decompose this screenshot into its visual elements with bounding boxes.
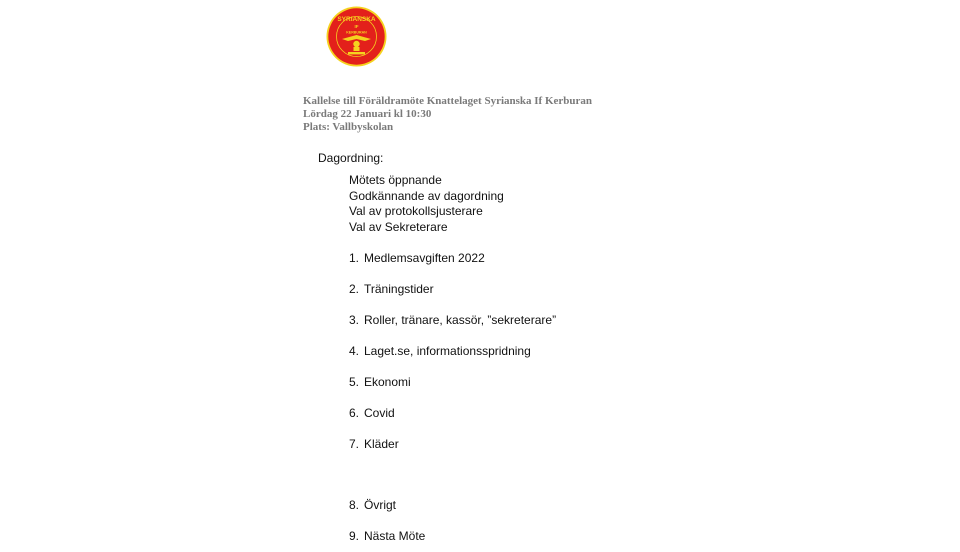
item-number: 6. [349,406,360,420]
svg-text:IF: IF [354,24,359,29]
header-title: Kallelse till Föräldramöte Knattelaget Syrianska If Kerburan [303,95,593,107]
item-text: Nästa Möte [364,529,426,543]
header-date: Lördag 22 Januari kl 10:30 [303,108,432,120]
item-text: Träningstider [364,282,434,296]
agenda-item [349,251,485,265]
list-item: Val av protokollsjusterare [349,204,483,218]
item-number: 2. [349,282,360,296]
item-text: Övrigt [364,498,397,512]
item-text: Covid [364,406,395,420]
agenda-item [349,282,434,296]
header-location: Plats: Vallbyskolan [303,121,394,133]
item-number: 8. [349,498,360,512]
agenda-item [349,406,395,420]
club-logo [326,6,387,67]
item-number: 3. [349,313,360,327]
list-item: Val av Sekreterare [349,219,448,234]
item-text: Roller, tränare, kassör, ”sekreterare” [364,313,557,327]
svg-text:KERBURAN: KERBURAN [346,30,367,35]
agenda-intro-list [349,173,504,235]
item-number: 4. [349,344,360,358]
agenda-item [349,344,531,358]
item-number: 7. [349,437,360,451]
agenda-title: Dagordning: [318,151,384,165]
item-number: 5. [349,375,360,389]
item-number: 1. [349,251,360,265]
list-item: Godkännande av dagordning [349,188,504,203]
item-text: Kläder [364,437,399,451]
item-number: 9. [349,529,360,543]
item-text: Ekonomi [364,375,411,389]
agenda-item [349,529,425,543]
agenda-item [349,498,396,512]
list-item: Mötets öppnande [349,173,442,187]
svg-text:SYRIANSKA: SYRIANSKA [337,16,376,23]
agenda-item [349,375,411,389]
agenda-item [349,437,399,451]
item-text: Laget.se, informationsspridning [364,344,531,358]
agenda-item [349,313,556,327]
meeting-header [303,95,592,134]
item-text: Medlemsavgiften 2022 [364,251,485,265]
